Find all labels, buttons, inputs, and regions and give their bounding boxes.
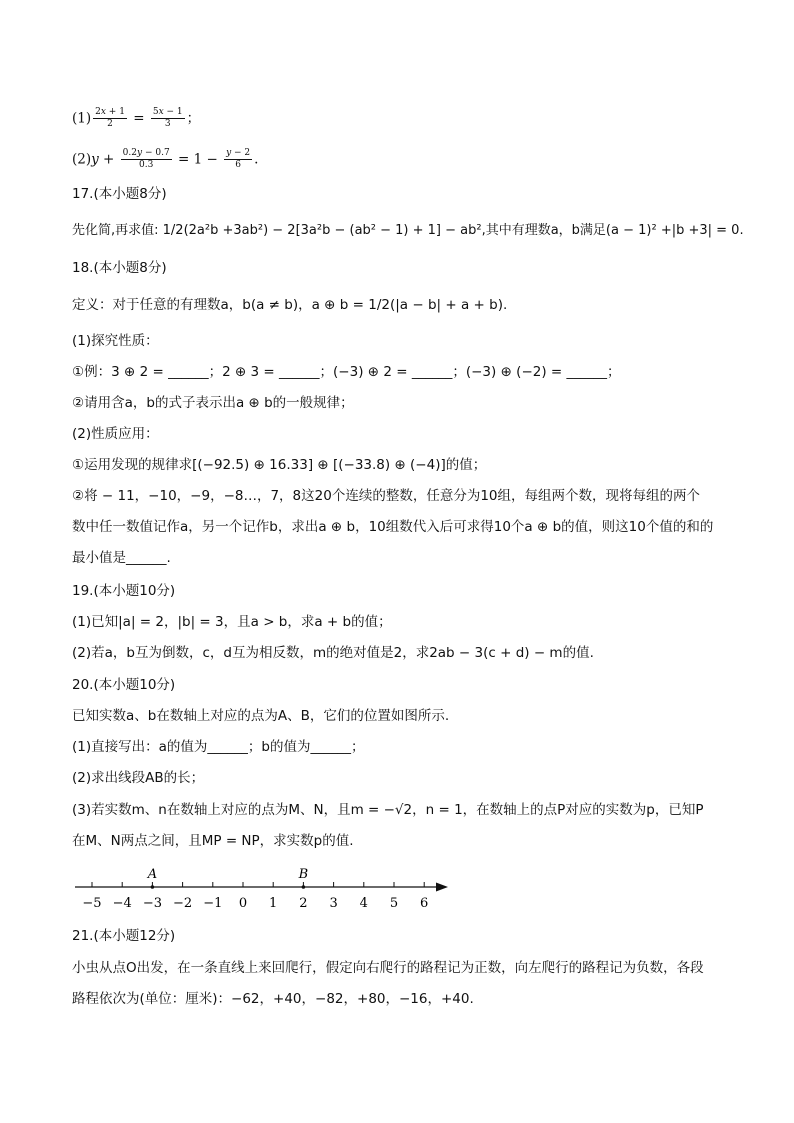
q20-part3-line1: (3)若实数m、n在数轴上对应的点为M、N，且m = −√2，n = 1，在数轴上的点P对应的实数为p，已知P: [72, 802, 704, 818]
tick-label: 0: [238, 896, 248, 911]
fraction: $\frac{5x - 1}{3}$: [152, 107, 183, 129]
tick-label: −5: [82, 896, 102, 911]
fraction: $\frac{0.2y - 0.7}{0.3}$: [122, 148, 170, 170]
q18-part1a: ①例：3 ⊕ 2 = ______；2 ⊕ 3 = ______；(−3) ⊕ 2 = ______；(−3) ⊕ (−2) = ______；: [72, 364, 621, 380]
q18-part2b-line3: 最小值是______.: [72, 550, 171, 566]
q18-part1: (1)探究性质：: [72, 333, 159, 349]
q18-part2: (2)性质应用：: [72, 426, 159, 442]
q19-part1: (1)已知|a| = 2，|b| = 3，且a > b，求a + b的值；: [72, 614, 392, 630]
point-b-label: B: [298, 867, 309, 882]
q18-definition: 定义：对于任意的有理数a，b(a ≠ b)，a ⊕ b = 1/2(|a − b| + a + b).: [72, 297, 508, 313]
tick-label: 4: [359, 896, 368, 911]
q18-part2b-line1: ②将 − 11，−10，−9，−8…，7，8这20个连续的整数，任意分为10组，每组两个数，现将每组的两个: [72, 488, 700, 504]
q21-line1: 小虫从点O出发，在一条直线上来回爬行，假定向右爬行的路程记为正数，向左爬行的路程记为负数，各段: [72, 960, 704, 976]
q19-heading: 19.(本小题10分): [72, 583, 176, 599]
q18-heading: 18.(本小题8分): [72, 260, 167, 276]
tick-label: −1: [203, 896, 223, 911]
q20-part2: (2)求出线段AB的长；: [72, 770, 205, 786]
number-line-figure: [72, 862, 462, 914]
tick-label: 2: [299, 896, 308, 911]
q19-part2: (2)若a，b互为倒数，c，d互为相反数，m的绝对值是2，求2ab − 3(c + d) − m的值.: [72, 645, 594, 661]
tick-label: 6: [420, 896, 429, 911]
tick-label: 1: [269, 896, 278, 911]
point-marker: [151, 885, 155, 889]
q18-part2a: ①运用发现的规律求[(−92.5) ⊕ 16.33] ⊕ [(−33.8) ⊕ (−4)]的值；: [72, 457, 487, 473]
q17-heading: 17.(本小题8分): [72, 186, 167, 202]
number-line-ticks: [82, 882, 428, 911]
q17-body: 先化简,再求值: 1/2(2a²b +3ab²) − 2[3a²b − (ab² − 1) + 1] − ab²,其中有理数a，b满足(a − 1)² +|b +3| = 0.: [72, 223, 744, 238]
q20-part1: (1)直接写出：a的值为______；b的值为______；: [72, 739, 365, 755]
q18-part2b-line2: 数中任一数值记作a，另一个记作b，求出a ⊕ b，10组数代入后可求得10个a ⊕ b的值，则这10个值的和的: [72, 519, 714, 535]
q18-part1b: ②请用含a，b的式子表示出a ⊕ b的一般规律；: [72, 395, 354, 411]
q21-line2: 路程依次为(单位：厘米)：−62，+40，−82，+80，−16，+40.: [72, 991, 474, 1007]
equation-2: (2)y + $\frac{0.2y - 0.7}{0.3}$ = 1 − $\frac{y - 2}{6}$ .: [72, 148, 259, 170]
tick-label: 5: [389, 896, 399, 911]
q21-heading: 21.(本小题12分): [72, 928, 176, 944]
fraction: $\frac{y - 2}{6}$: [226, 148, 251, 170]
axis-arrow-icon: [436, 883, 448, 892]
tick-label: −4: [112, 896, 132, 911]
q20-intro: 已知实数a、b在数轴上对应的点为A、B，它们的位置如图所示.: [72, 708, 450, 724]
point-marker: [302, 885, 306, 889]
tick-label: −3: [142, 896, 162, 911]
tick-label: 3: [329, 896, 338, 911]
tick-label: −2: [173, 896, 193, 911]
point-a-label: A: [147, 867, 158, 882]
equation-1: (1) $\frac{2x + 1}{2}$ = $\frac{5x - 1}{3}$ ；: [72, 107, 201, 129]
q20-part3-line2: 在M、N两点之间，且MP = NP，求实数p的值.: [72, 833, 354, 849]
fraction: $\frac{2x + 1}{2}$: [95, 107, 125, 129]
q20-heading: 20.(本小题10分): [72, 677, 176, 693]
number-line-points: [147, 867, 308, 889]
